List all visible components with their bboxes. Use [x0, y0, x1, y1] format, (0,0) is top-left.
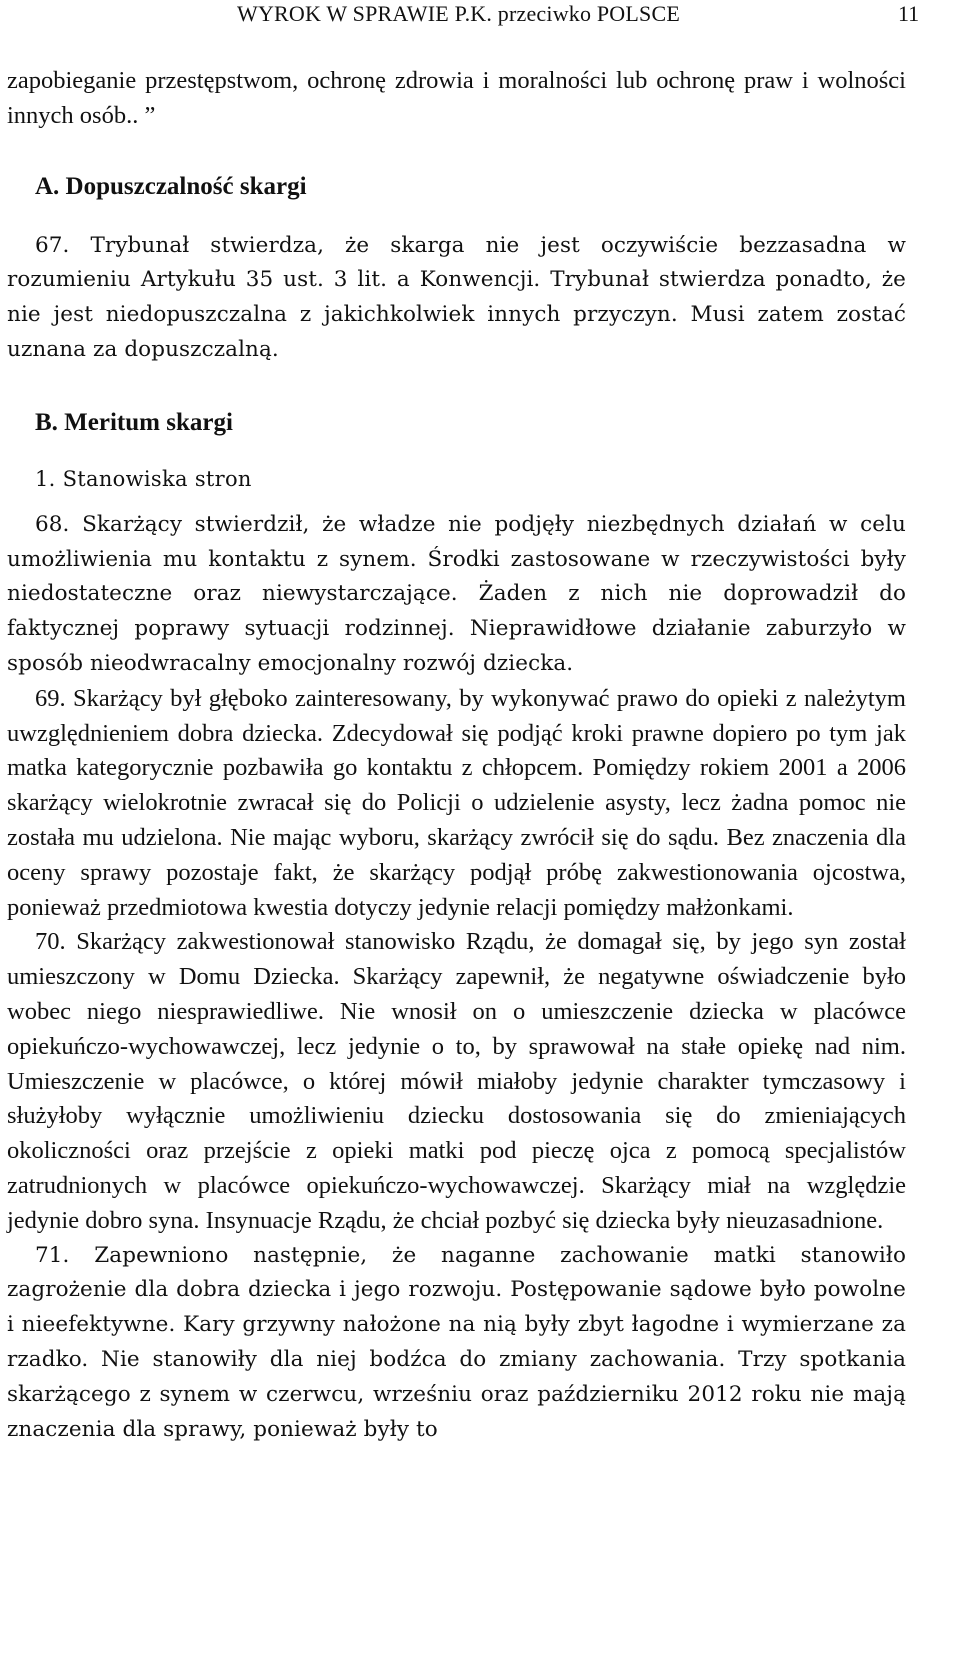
- paragraph-68: 68. Skarżący stwierdził, że władze nie podjęły niezbędnych działań w celu umożliwienia mu kontaktu z synem. Środki zastosowane w rzeczywistości były niedostateczne oraz niewystarczające. Żaden z nich nie doprowadził do faktycznej poprawy sytuacji rodzinnej. Nieprawidłowe działanie zaburzyło w sposób nieodwracalny emocjonalny rozwój dziecka.: [7, 511, 906, 676]
- subsection-heading-positions: 1. Stanowiska stron: [35, 466, 252, 491]
- intro-paragraph: zapobieganie przestępstwom, ochronę zdrowia i moralności lub ochronę praw i wolności innych osób.. ”: [7, 67, 906, 129]
- paragraph-70: 70. Skarżący zakwestionował stanowisko Rządu, że domagał się, by jego syn został umieszczony w Domu Dziecka. Skarżący zapewnił, że negatywne oświadczenie było wobec niego niesprawiedliwe. Nie wnosił on o umieszczenie dziecka w placówce opiekuńczo-wychowawczej, lecz jedynie o to, by sprawował na stałe opiekę nad nim. Umieszczenie w placówce, o której mówił miałoby jedynie charakter tymczasowy i służyłoby wyłącznie umożliwieniu dziecku dostosowania się do zmieniających okoliczności oraz przejście z opieki matki pod pieczę ojca z pomocą specjalistów zatrudnionych w placówce opiekuńczo-wychowawczej. Skarżący miał na względzie jedynie dobro syna. Insynuacje Rządu, że chciał pozbyć się dziecka były nieuzasadnione.: [7, 928, 906, 1234]
- paragraph-69: 69. Skarżący był głęboko zainteresowany, by wykonywać prawo do opieki z należytym uwzględnieniem dobra dziecka. Zdecydował się podjąć kroki prawne dopiero po tym jak matka kategorycznie pozbawiła go kontaktu z chłopcem. Pomiędzy rokiem 2001 a 2006 skarżący wielokrotnie zwracał się do Policji o udzielenie asysty, lecz żadna pomoc nie została mu udzielona. Nie mając wyboru, skarżący zwrócił się do sądu. Bez znaczenia dla oceny sprawy pozostaje fakt, że skarżący podjął próbę zakwestionowania ojcostwa, ponieważ przedmiotowa kwestia dotyczy jedynie relacji pomiędzy małżonkami.: [7, 684, 906, 921]
- section-heading-merits: B. Meritum skargi: [35, 408, 233, 436]
- running-header: [0, 0, 960, 30]
- section-heading-admissibility: A. Dopuszczalność skargi: [35, 172, 307, 200]
- page-number: 11: [898, 1, 920, 26]
- paragraph-67: 67. Trybunał stwierdza, że skarga nie jest oczywiście bezzasadna w rozumieniu Artykułu 35 ust. 3 lit. a Konwencji. Trybunał stwierdza ponadto, że nie jest niedopuszczalna z jakichkolwiek innych przyczyn. Musi zatem zostać uznana za dopuszczalną.: [7, 232, 906, 362]
- document-body: [7, 64, 906, 1447]
- paragraph-71: 71. Zapewniono następnie, że naganne zachowanie matki stanowiło zagrożenie dla dobra dziecka i jego rozwoju. Postępowanie sądowe było powolne i nieefektywne. Kary grzywny nałożone na nią były zbyt łagodne i wymierzane za rzadko. Nie stanowiły dla niej bodźca do zmiany zachowania. Trzy spotkania skarżącego z synem w czerwcu, wrześniu oraz październiku 2012 roku nie mają znaczenia dla sprawy, ponieważ były to: [7, 1242, 906, 1442]
- header-title: WYROK W SPRAWIE P.K. przeciwko POLSCE: [237, 1, 680, 26]
